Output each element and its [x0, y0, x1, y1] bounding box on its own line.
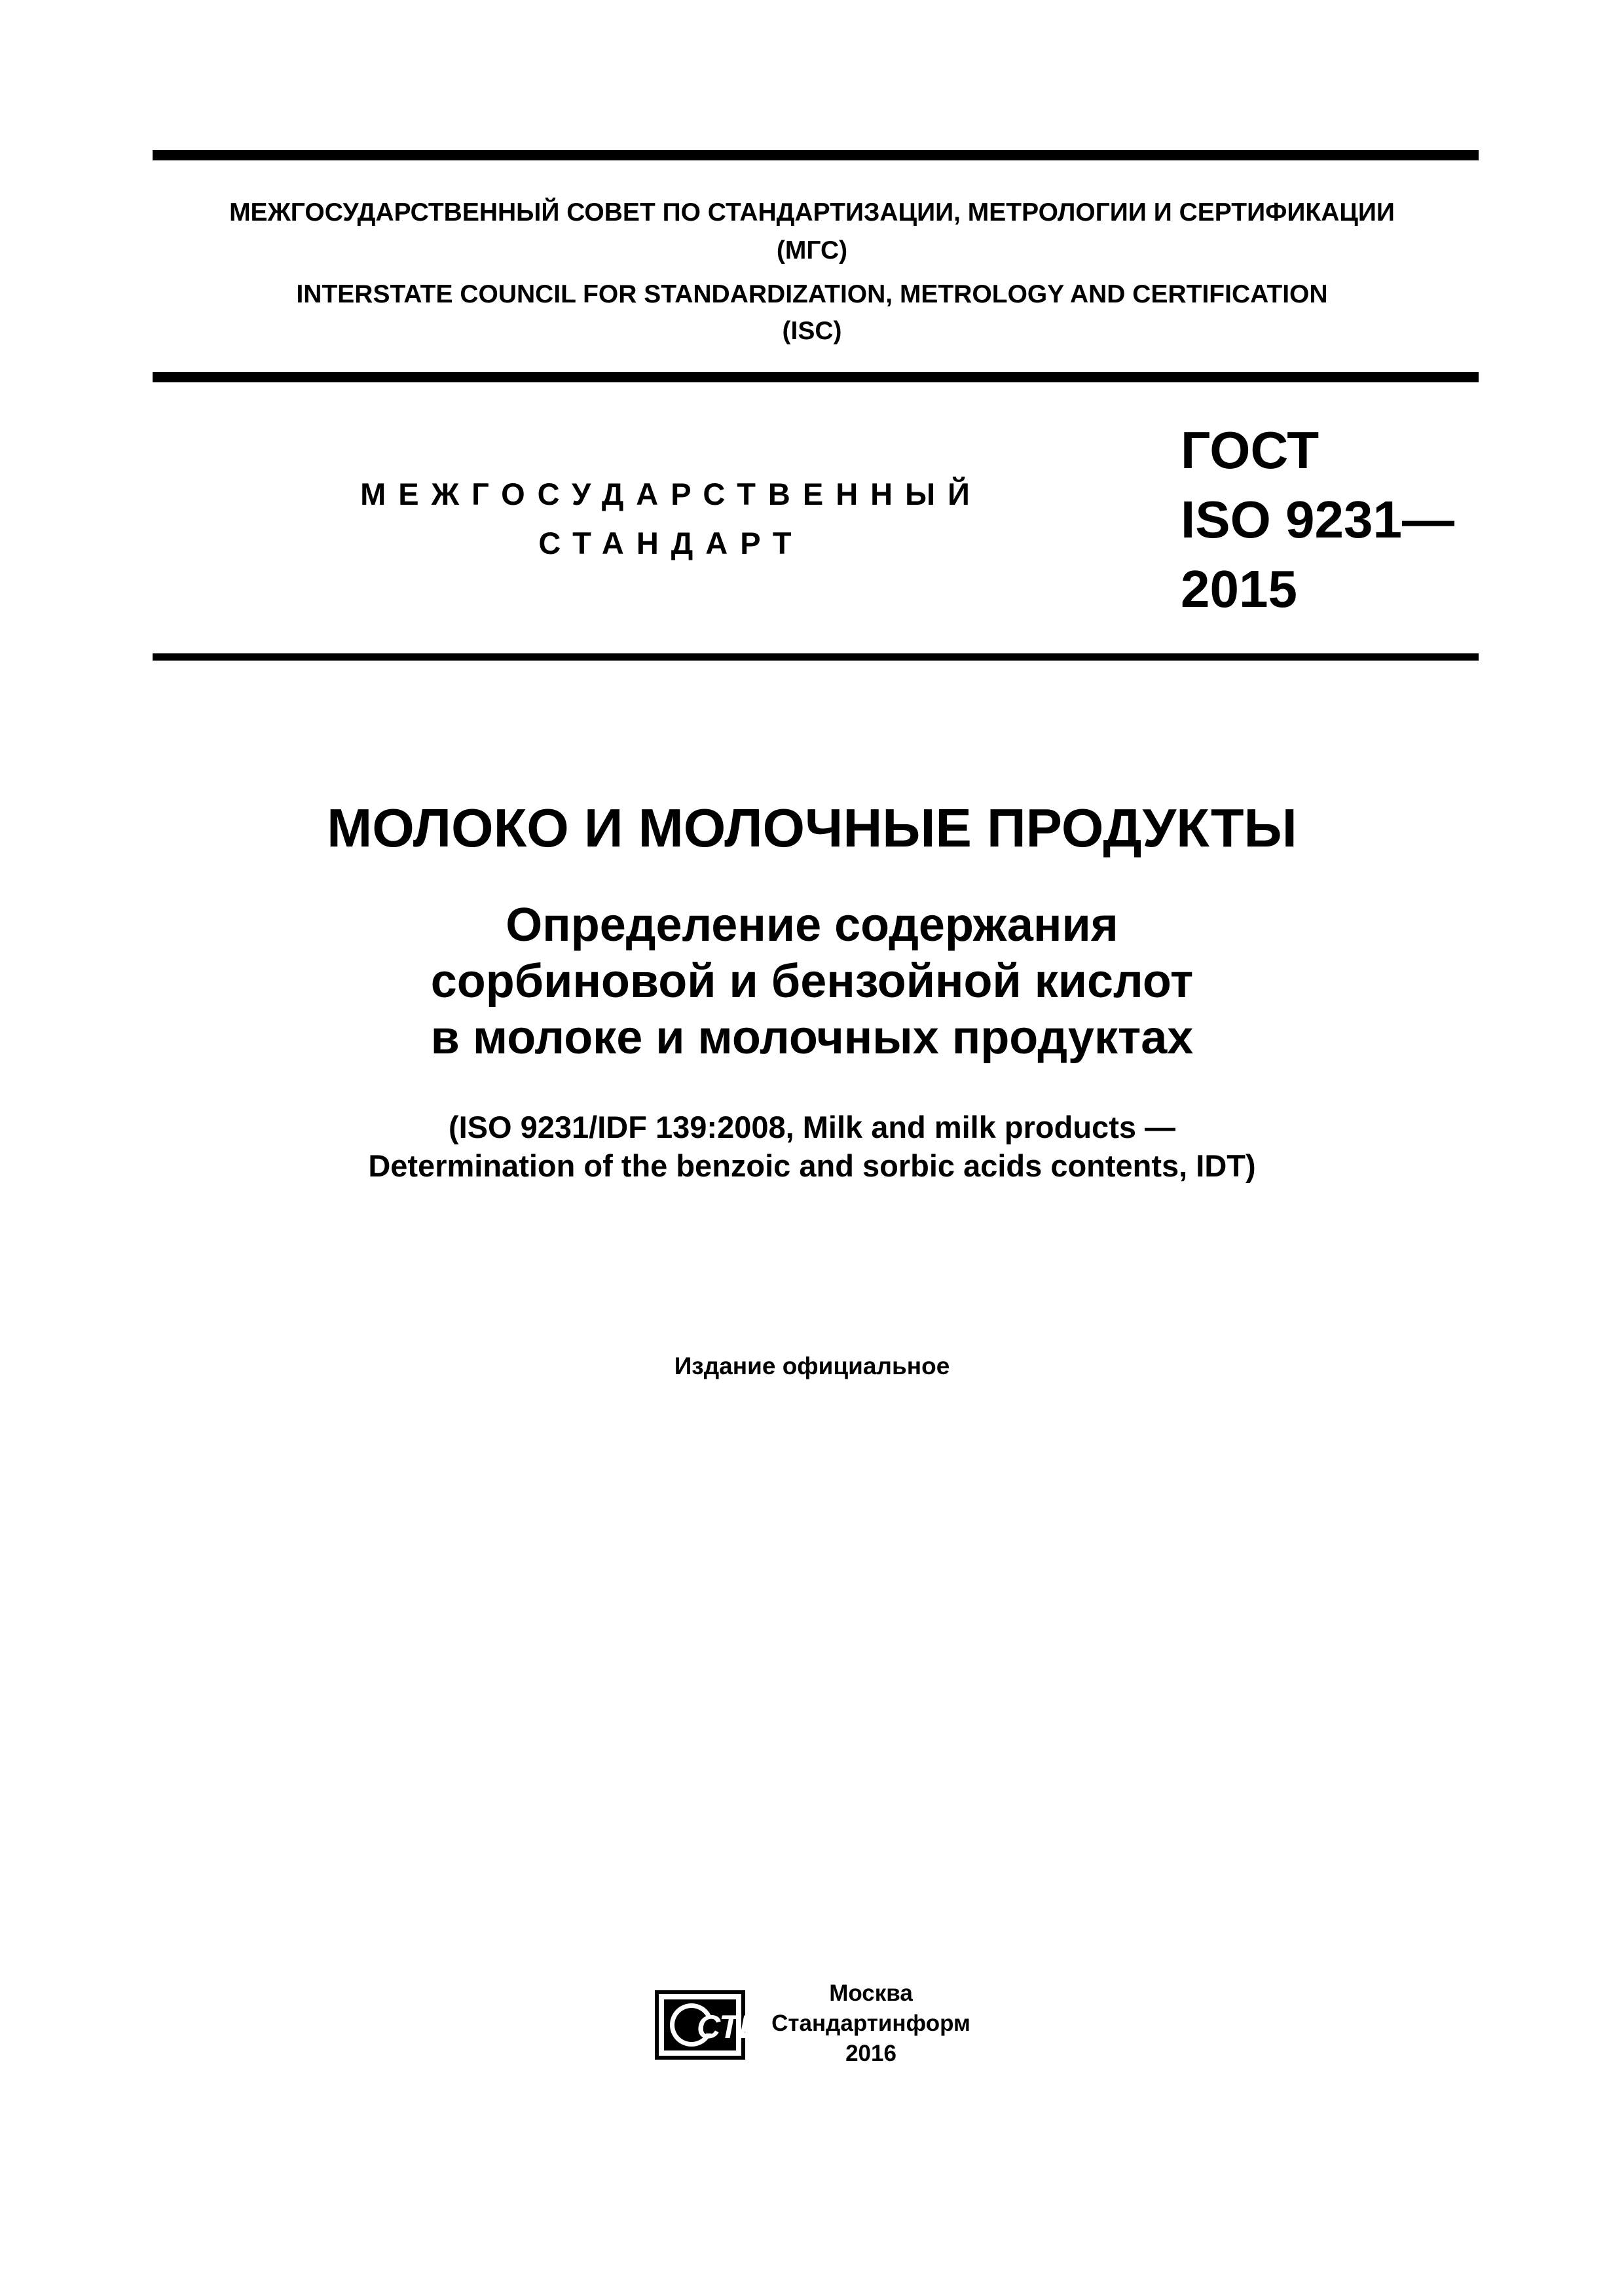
standartinform-logo-icon	[655, 1990, 763, 2060]
gost-code-line1: ГОСТ	[1181, 421, 1320, 479]
publisher-city: Москва	[829, 1980, 913, 2006]
header-bottom-rule	[153, 372, 1479, 382]
designation-bottom-rule	[153, 653, 1479, 661]
council-abbr-en: (ISC)	[782, 317, 842, 345]
standard-type-line1: МЕЖГОСУДАРСТВЕННЫЙ	[360, 477, 982, 511]
gost-code-line3: 2015	[1181, 560, 1297, 618]
gost-code-line2: ISO 9231—	[1181, 490, 1455, 549]
document-subtitle-line2: сорбиновой и бензойной кислот	[430, 955, 1194, 1008]
document-subtitle-line3: в молоке и молочных продуктах	[430, 1011, 1194, 1064]
iso-reference-line1: (ISO 9231/IDF 139:2008, Milk and milk products —	[448, 1110, 1176, 1144]
top-rule	[153, 150, 1479, 160]
edition-note: Издание официальное	[674, 1353, 950, 1379]
council-abbr-ru: (МГС)	[776, 236, 848, 264]
standard-type-line2: СТАНДАРТ	[538, 526, 804, 560]
document-title: МОЛОКО И МОЛОЧНЫЕ ПРОДУКТЫ	[327, 797, 1297, 858]
iso-reference-line2: Determination of the benzoic and sorbic acids contents, IDT)	[368, 1148, 1256, 1183]
logo-text: СТИ	[697, 2009, 763, 2045]
council-name-ru: МЕЖГОСУДАРСТВЕННЫЙ СОВЕТ ПО СТАНДАРТИЗАЦИИ, МЕТРОЛОГИИ И СЕРТИФИКАЦИИ	[229, 198, 1395, 227]
publisher-name: Стандартинформ	[771, 2011, 970, 2036]
publisher-year: 2016	[845, 2041, 896, 2066]
council-name-en: INTERSTATE COUNCIL FOR STANDARDIZATION, METROLOGY AND CERTIFICATION	[296, 280, 1328, 308]
document-subtitle-line1: Определение содержания	[506, 899, 1118, 951]
